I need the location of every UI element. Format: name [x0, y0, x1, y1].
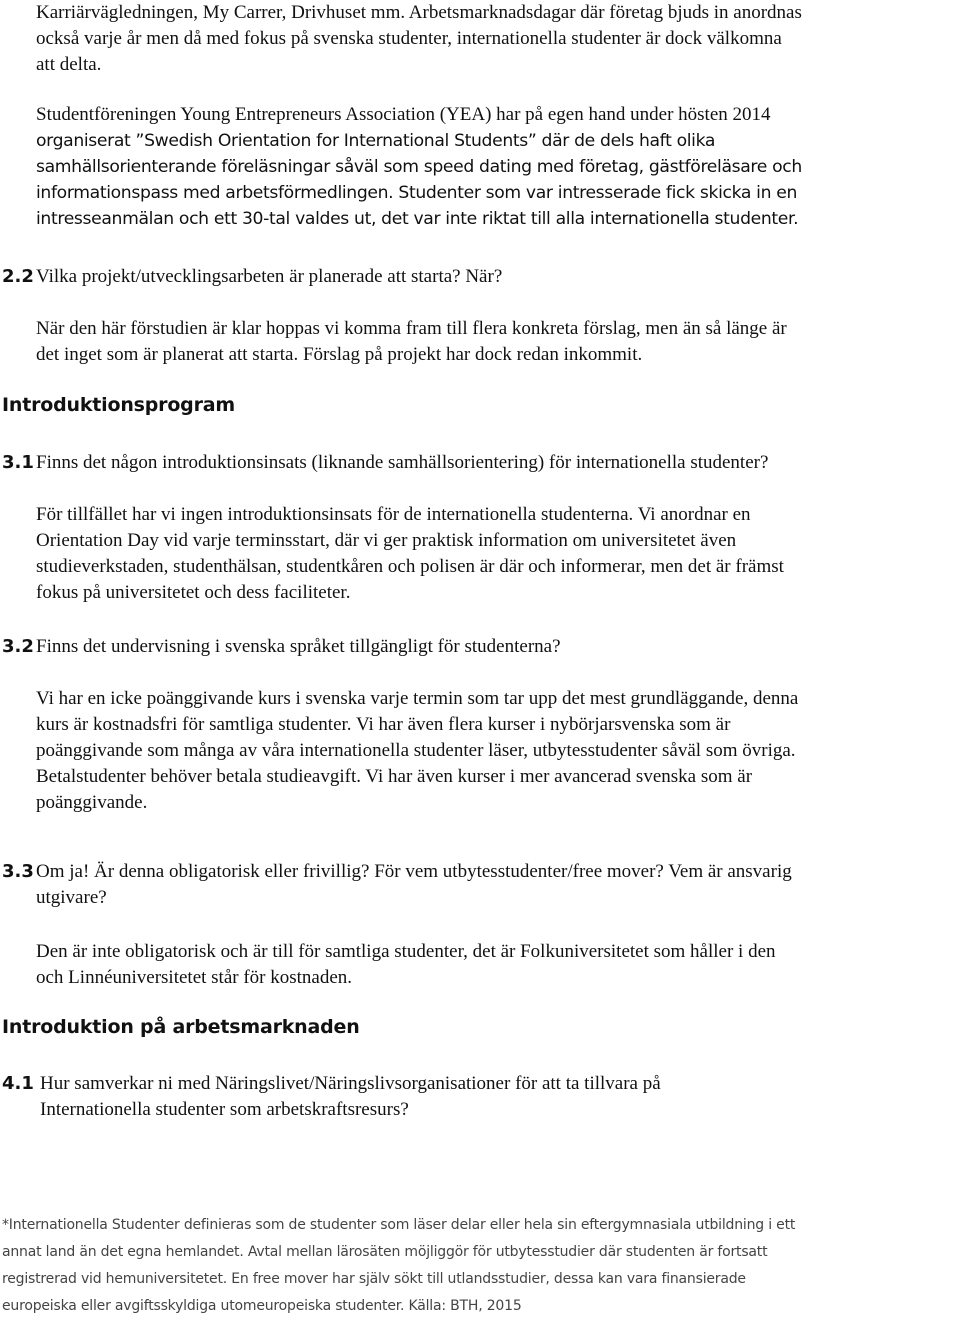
text-line: För tillfället har vi ingen introduktionsinsats för de internationella studenterna. Vi anordnar en	[36, 504, 751, 525]
question-text: Finns det någon introduktionsinsats (liknande samhällsorientering) för internationella studenter?	[36, 452, 769, 473]
question-number: 4.1	[2, 1073, 34, 1094]
text-line: kurs är kostnadsfri för samtliga studenter. Vi har även flera kurser i nybörjarsvenska som är	[36, 714, 731, 735]
text-line: När den här förstudien är klar hoppas vi komma fram till flera konkreta förslag, men än så länge är	[36, 318, 787, 339]
text-line: Den är inte obligatorisk och är till för samtliga studenter, det är Folkuniversitetet som håller i den	[36, 941, 776, 962]
text-line: också varje år men då med fokus på svenska studenter, internationella studenter är dock välkomna	[36, 28, 782, 49]
footnote	[2, 1212, 950, 1320]
question-text-line: utgivare?	[36, 887, 107, 908]
answer-3-3	[36, 939, 950, 991]
question-number: 2.2	[2, 266, 34, 287]
question-4-1	[2, 1071, 942, 1123]
question-text-line: Hur samverkar ni med Näringslivet/Näringslivsorganisationer för att ta tillvara på	[40, 1073, 661, 1094]
question-2-2	[2, 264, 942, 290]
text-line: fokus på universitetet och dess faciliteter.	[36, 582, 351, 603]
question-text-line: Om ja! Är denna obligatorisk eller frivillig? För vem utbytesstudenter/free mover? Vem är ansvarig	[36, 861, 792, 882]
footnote-line: annat land än det egna hemlandet. Avtal mellan lärosäten möjliggör för utbytesstudier där studenten är fortsatt	[2, 1244, 768, 1260]
text-line: Studentföreningen Young Entrepreneurs Association (YEA) har på egen hand under hösten 2014	[36, 104, 771, 125]
section-heading-arbetsmarknaden: Introduktion på arbetsmarknaden	[2, 1016, 360, 1038]
footnote-line: europeiska eller avgiftsskyldiga utomeuropeiska studenter. Källa: BTH, 2015	[2, 1298, 522, 1314]
text-line: Vi har en icke poänggivande kurs i svenska varje termin som tar upp det mest grundläggande, denna	[36, 688, 799, 709]
text-line: Betalstudenter behöver betala studieavgift. Vi har även kurser i mer avancerad svenska som är	[36, 766, 753, 787]
answer-3-2	[36, 686, 950, 816]
text-line: poänggivande.	[36, 792, 148, 813]
section-heading-introduktionsprogram: Introduktionsprogram	[2, 394, 235, 416]
text-line: studieverkstaden, studenthälsan, studentkåren och polisen är där och informerar, men det är främst	[36, 556, 784, 577]
question-3-3	[2, 859, 942, 911]
yea-paragraph	[36, 102, 950, 232]
text-line: att delta.	[36, 54, 102, 75]
question-number: 3.3	[2, 861, 34, 882]
question-number: 3.2	[2, 636, 34, 657]
text-line: samhällsorienterande föreläsningar såväl som speed dating med företag, gästföreläsare och	[36, 157, 802, 177]
answer-2-2	[36, 316, 950, 368]
question-text: Finns det undervisning i svenska språket tillgängligt för studenterna?	[36, 636, 561, 657]
text-line: intresseanmälan och ett 30-tal valdes ut, det var inte riktat till alla internationella studenter.	[36, 209, 799, 229]
question-3-1	[2, 450, 942, 476]
text-line: Orientation Day vid varje terminsstart, där vi ger praktisk information om universitetet även	[36, 530, 737, 551]
question-text-line: Internationella studenter som arbetskraftsresurs?	[40, 1099, 409, 1120]
text-line: det inget som är planerat att starta. Förslag på projekt har dock redan inkommit.	[36, 344, 643, 365]
text-line: organiserat ”Swedish Orientation for International Students” där de dels haft olika	[36, 131, 716, 151]
question-3-2	[2, 634, 942, 660]
question-number: 3.1	[2, 452, 34, 473]
intro-paragraph	[36, 0, 950, 78]
answer-3-1	[36, 502, 950, 606]
text-line: Karriärvägledningen, My Carrer, Drivhuset mm. Arbetsmarknadsdagar där företag bjuds in anordnas	[36, 2, 802, 23]
text-line: och Linnéuniversitetet står för kostnaden.	[36, 967, 353, 988]
footnote-line: *Internationella Studenter definieras som de studenter som läser delar eller hela sin eftergymnasiala utbildning i ett	[2, 1217, 796, 1233]
text-line: poänggivande som många av våra internationella studenter läser, utbytesstudenter såväl som övriga.	[36, 740, 796, 761]
question-text: Vilka projekt/utvecklingsarbeten är planerade att starta? När?	[36, 266, 503, 287]
footnote-line: registrerad vid hemuniversitetet. En free mover har själv sökt till utlandsstudier, dessa kan vara finansierade	[2, 1271, 746, 1287]
text-line: informationspass med arbetsförmedlingen. Studenter som var intresserade fick skicka in en	[36, 183, 798, 203]
